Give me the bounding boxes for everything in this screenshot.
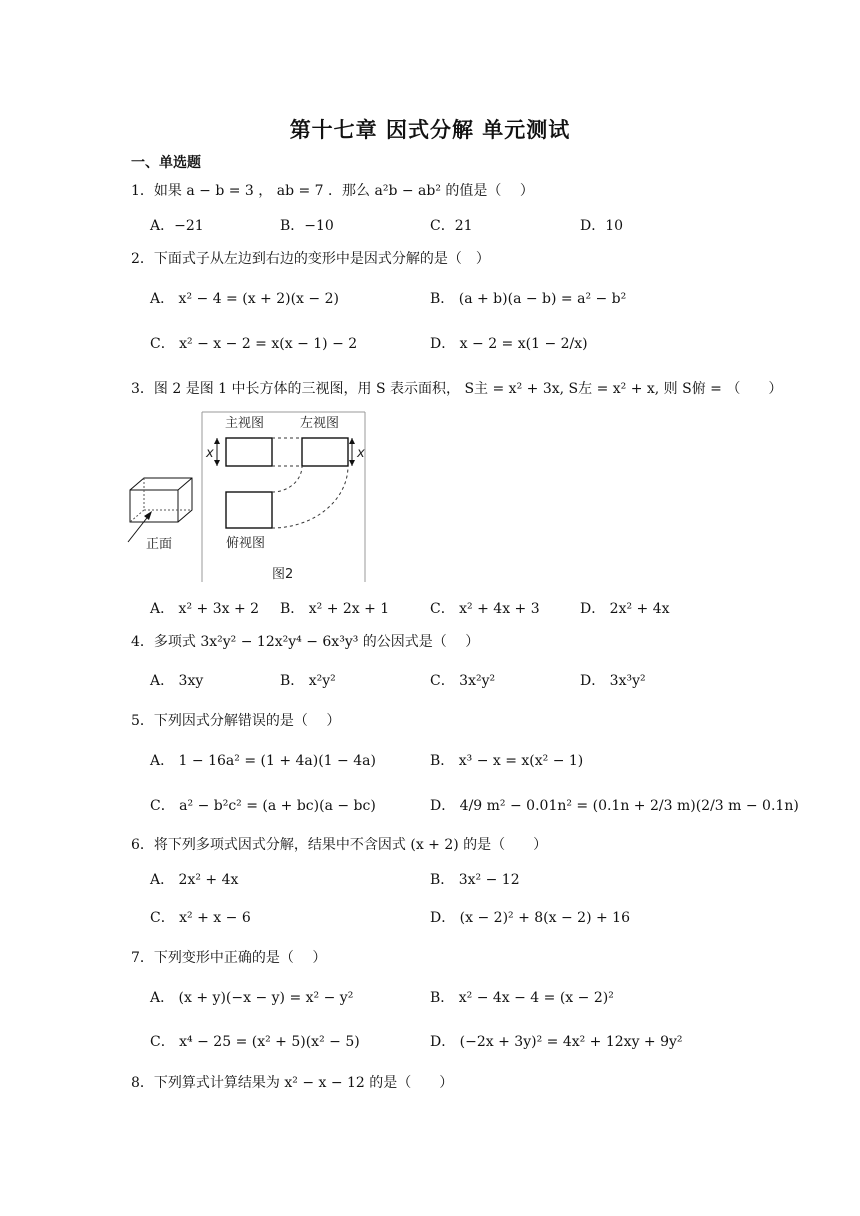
front-face-label: 正面 [146,537,173,552]
question-1-stem: 1．如果 a − b = 3 ， ab = 7 ．那么 a²b − ab² 的值是（ ） [131,183,534,199]
top-view-label: 俯视图 [226,536,266,551]
left-view-label: 左视图 [300,416,340,431]
question-5-stem: 5．下列因式分解错误的是（ ） [131,713,341,729]
q2-option-b: B． (a + b)(a − b) = a² − b² [430,291,627,307]
front-view-label: 主视图 [225,416,265,431]
question-2-stem: 2．下面式子从左边到右边的变形中是因式分解的是（ ） [131,251,490,267]
question-8-stem: 8．下列算式计算结果为 x² − x − 12 的是（ ） [131,1075,454,1091]
q1-option-d: D．10 [580,218,624,234]
dim-x-left: x [206,446,214,461]
q5-option-a: A． 1 − 16a² = (1 + 4a)(1 − 4a) [150,753,376,769]
question-6-stem: 6．将下列多项式因式分解，结果中不含因式 (x + 2) 的是（ ） [131,837,548,853]
q5-option-b: B． x³ − x = x(x² − 1) [430,753,584,769]
dim-x-right: x [357,446,365,461]
question-3-stem: 3．图 2 是图 1 中长方体的三视图，用 S 表示面积， S主 = x² + 3x, S左 = x² + x, 则 S俯 = （ ） [131,381,783,397]
section-heading: 一、单选题 [131,155,201,171]
question-4-stem: 4．多项式 3x²y² − 12x²y⁴ − 6x³y³ 的公因式是（ ） [131,634,480,650]
q4-option-a: A． 3xy [150,673,204,689]
q5-option-c: C． a² − b²c² = (a + bc)(a − bc) [150,798,376,814]
q1-option-a: A．−21 [150,218,204,234]
q3-option-c: C． x² + 4x + 3 [430,601,540,617]
page-title: 第十七章 因式分解 单元测试 [289,118,571,142]
q4-option-d: D． 3x³y² [580,673,646,689]
three-view-figure [120,410,370,585]
q6-option-c: C． x² + x − 6 [150,910,251,926]
q1-option-c: C．21 [430,218,473,234]
q4-option-b: B． x²y² [280,673,336,689]
q2-option-d: D． x − 2 = x(1 − 2/x) [430,336,588,352]
q2-option-c: C． x² − x − 2 = x(x − 1) − 2 [150,336,358,352]
q4-option-c: C． 3x²y² [430,673,496,689]
q5-option-d: D． 4/9 m² − 0.01n² = (0.1n + 2/3 m)(2/3 m − 0.1n) [430,798,799,814]
q6-option-d: D． (x − 2)² + 8(x − 2) + 16 [430,910,630,926]
q6-option-a: A． 2x² + 4x [150,872,239,888]
q3-option-d: D． 2x² + 4x [580,601,670,617]
q3-option-a: A． x² + 3x + 2 [150,601,260,617]
question-7-stem: 7．下列变形中正确的是（ ） [131,950,327,966]
figure-caption: 图2 [272,567,294,582]
q7-option-c: C． x⁴ − 25 = (x² + 5)(x² − 5) [150,1034,360,1050]
q6-option-b: B． 3x² − 12 [430,872,520,888]
q7-option-b: B． x² − 4x − 4 = (x − 2)² [430,990,614,1006]
q1-option-b: B．−10 [280,218,334,234]
q3-option-b: B． x² + 2x + 1 [280,601,390,617]
q7-option-d: D． (−2x + 3y)² = 4x² + 12xy + 9y² [430,1034,683,1050]
q2-option-a: A． x² − 4 = (x + 2)(x − 2) [150,291,339,307]
q7-option-a: A． (x + y)(−x − y) = x² − y² [150,990,354,1006]
